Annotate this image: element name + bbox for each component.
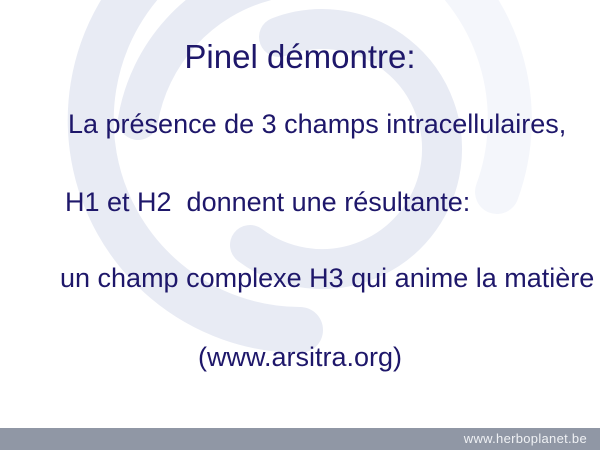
slide-text-line: un champ complexe H3 qui anime la matière	[60, 263, 595, 293]
footer-bar	[0, 428, 600, 450]
footer-website-label: www.herboplanet.be	[463, 431, 587, 446]
slide-text-line: H1 et H2 donnent une résultante:	[65, 187, 471, 217]
slide-text-line-url: (www.arsitra.org)	[197, 342, 403, 372]
slide-text-line: La présence de 3 champs intracellulaires,	[68, 109, 567, 139]
slide-title: Pinel démontre:	[184, 38, 416, 75]
